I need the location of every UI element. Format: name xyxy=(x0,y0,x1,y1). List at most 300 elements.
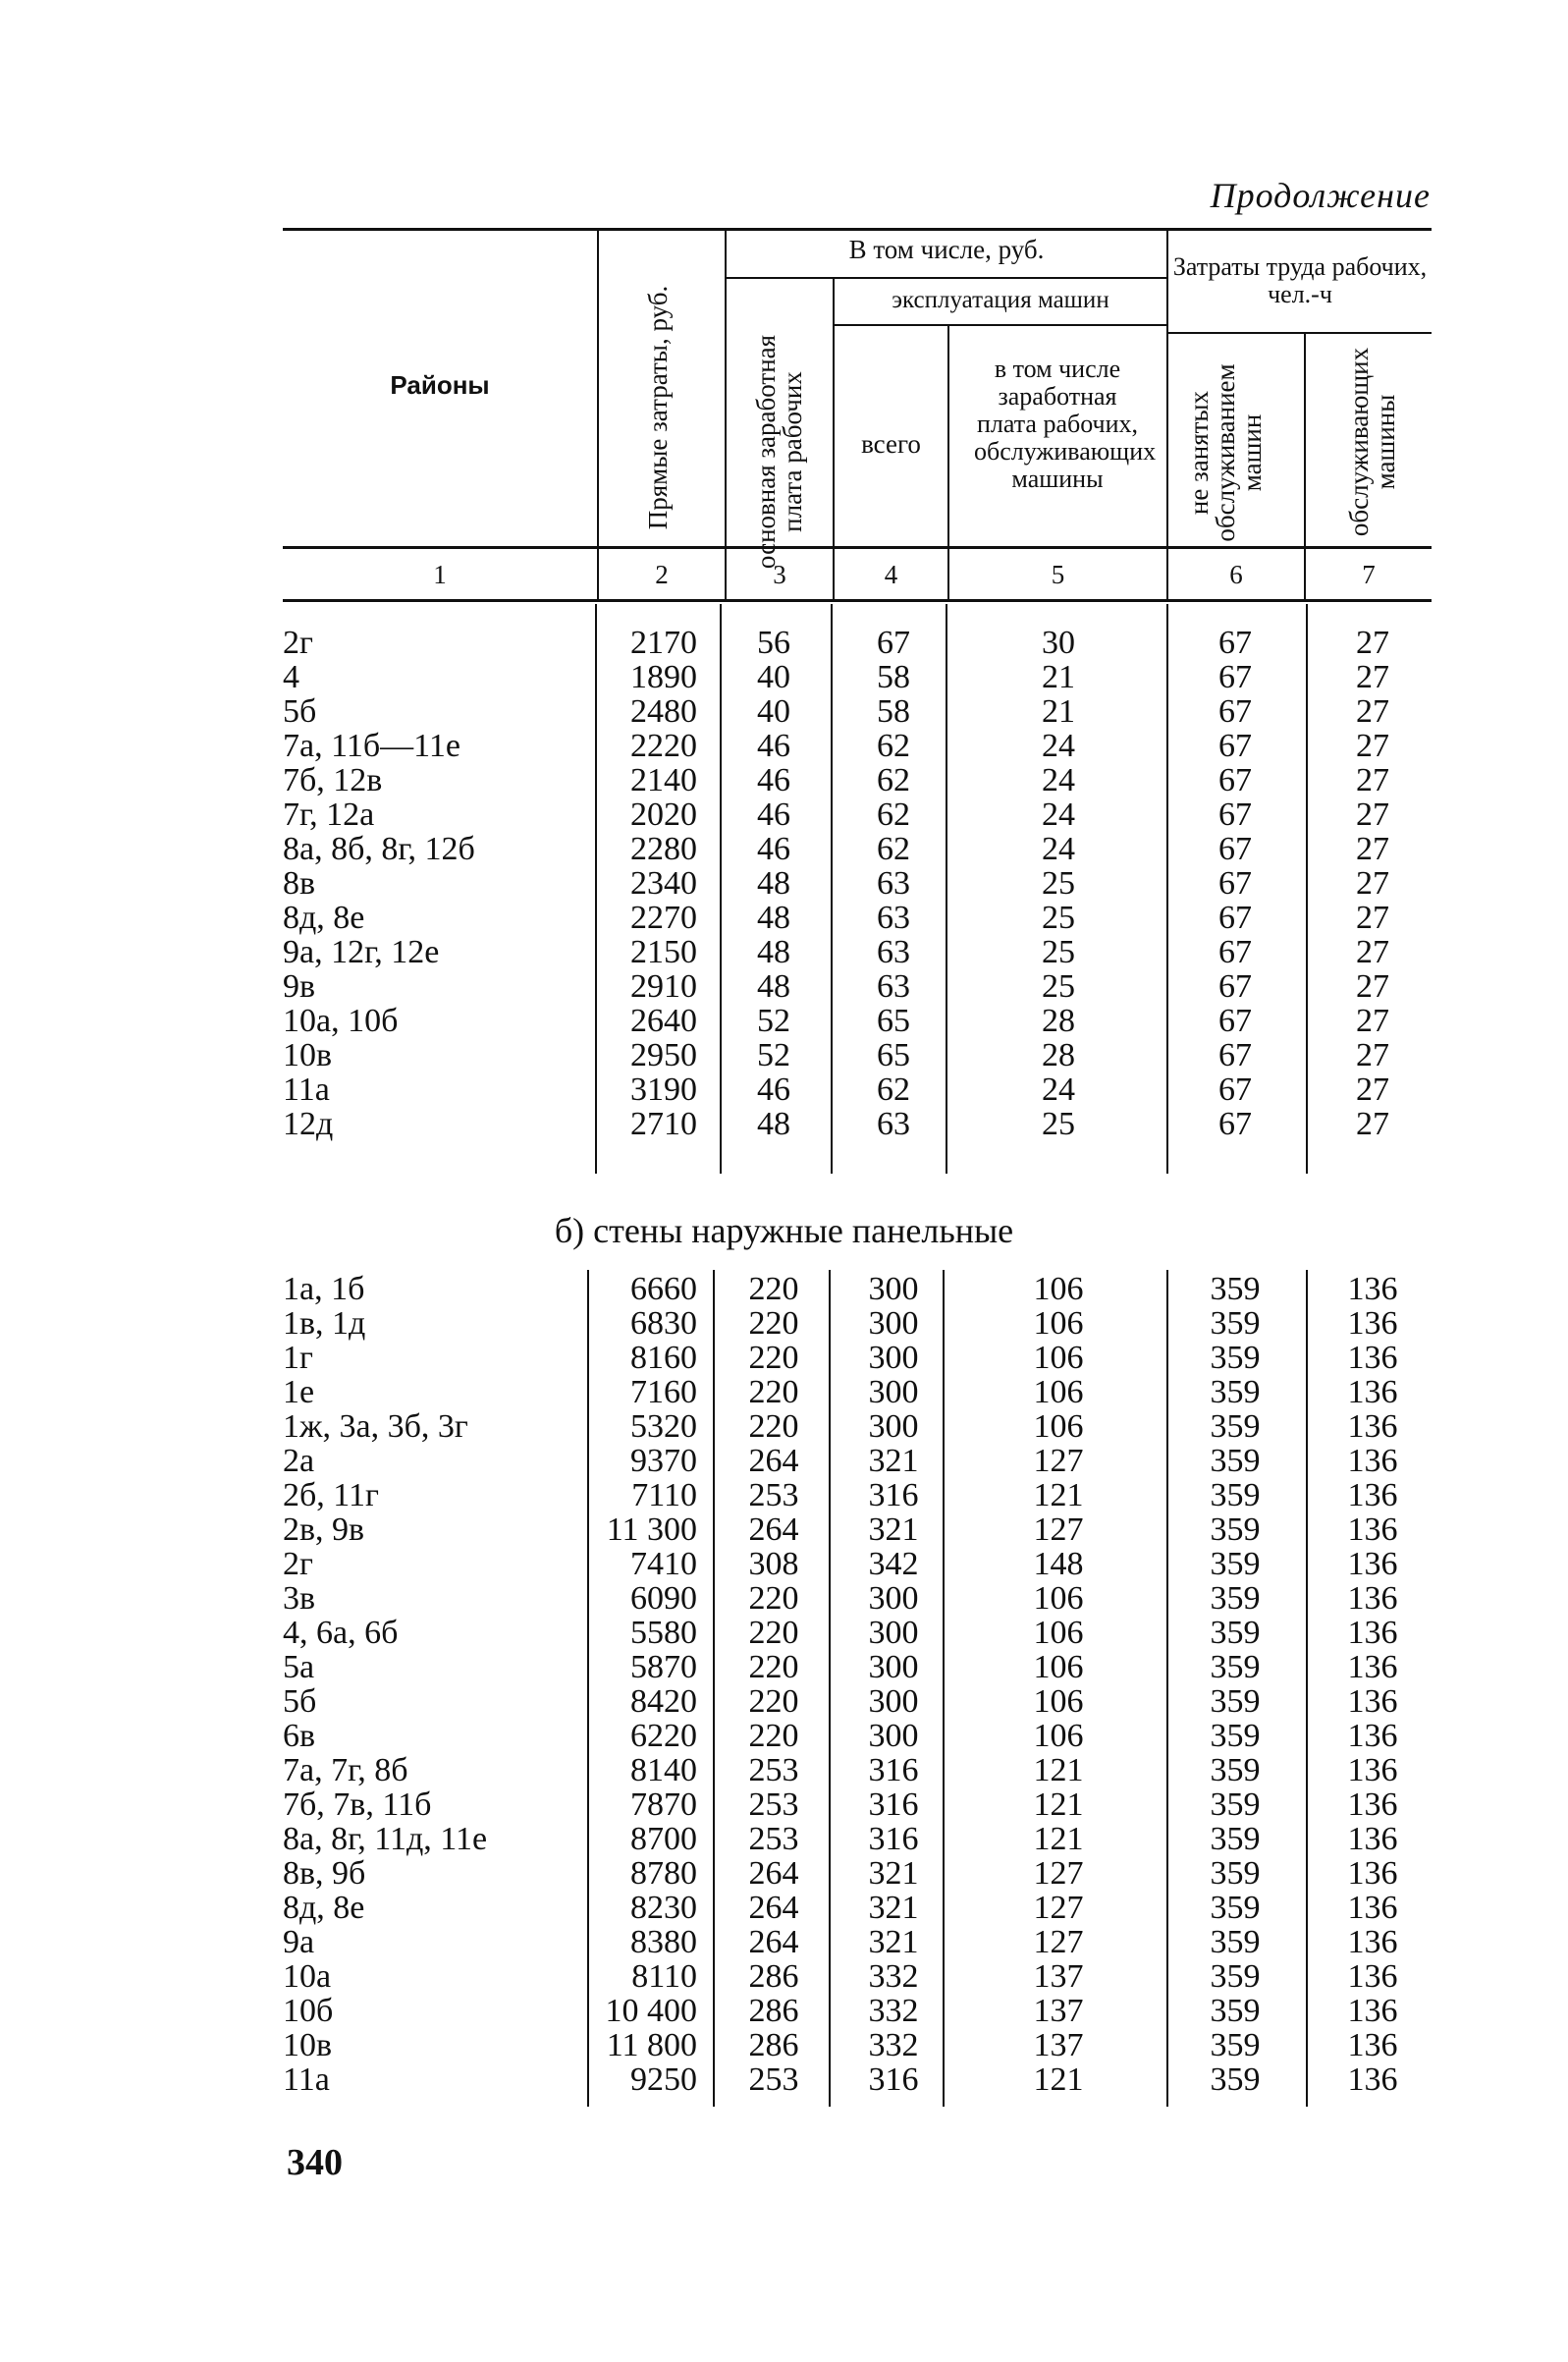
cell-col-4: 332 xyxy=(868,1993,919,2029)
cell-col-7: 27 xyxy=(1356,728,1389,764)
cell-col-4: 65 xyxy=(877,1037,910,1073)
col-base-wage-header: основная заработная плата рабочих xyxy=(751,334,807,570)
table-row xyxy=(0,1444,1568,1478)
cell-col-7: 136 xyxy=(1347,1683,1398,1720)
cell-col-5: 121 xyxy=(1033,2061,1084,2098)
table-row xyxy=(0,1822,1568,1856)
cell-col-7: 136 xyxy=(1347,1408,1398,1445)
table-row xyxy=(0,1994,1568,2028)
cell-col-1: 7б, 12в xyxy=(283,762,383,798)
col-number-7: 7 xyxy=(1362,560,1376,589)
cell-col-5: 24 xyxy=(1042,762,1075,798)
cell-col-6: 359 xyxy=(1210,1546,1261,1582)
table-row xyxy=(0,1650,1568,1684)
cell-col-1: 5а xyxy=(283,1649,315,1685)
cell-col-2: 2280 xyxy=(630,831,697,867)
col-number-4: 4 xyxy=(884,560,898,589)
cell-col-6: 359 xyxy=(1210,1649,1261,1685)
cell-col-6: 67 xyxy=(1218,968,1252,1005)
cell-col-3: 46 xyxy=(757,796,790,833)
table-a-body xyxy=(0,604,1568,1183)
cell-col-4: 316 xyxy=(868,2061,919,2098)
cell-col-7: 136 xyxy=(1347,1443,1398,1479)
cell-col-2: 11 300 xyxy=(606,1511,697,1548)
cell-col-4: 300 xyxy=(868,1305,919,1342)
table-row xyxy=(0,626,1568,660)
cell-col-3: 48 xyxy=(757,1106,790,1142)
cell-col-6: 359 xyxy=(1210,1340,1261,1376)
table-row xyxy=(0,797,1568,832)
rule-incl xyxy=(727,277,1166,279)
cell-col-2: 9250 xyxy=(630,2061,697,2098)
cell-col-2: 6220 xyxy=(630,1718,697,1754)
cell-col-7: 136 xyxy=(1347,1511,1398,1548)
cell-col-4: 300 xyxy=(868,1408,919,1445)
cell-col-4: 316 xyxy=(868,1752,919,1788)
cell-col-3: 220 xyxy=(748,1615,799,1651)
cell-col-6: 359 xyxy=(1210,1477,1261,1513)
cell-col-6: 67 xyxy=(1218,728,1252,764)
cell-col-7: 27 xyxy=(1356,796,1389,833)
cell-col-4: 300 xyxy=(868,1683,919,1720)
cell-col-2: 7110 xyxy=(631,1477,697,1513)
cell-col-6: 359 xyxy=(1210,1683,1261,1720)
cell-col-5: 137 xyxy=(1033,1993,1084,2029)
cell-col-7: 27 xyxy=(1356,1037,1389,1073)
cell-col-1: 8а, 8б, 8г, 12б xyxy=(283,831,475,867)
cell-col-3: 48 xyxy=(757,968,790,1005)
cell-col-5: 30 xyxy=(1042,625,1075,661)
cell-col-3: 308 xyxy=(748,1546,799,1582)
table-row xyxy=(0,935,1568,969)
col-number-5: 5 xyxy=(1051,560,1065,589)
table-row xyxy=(0,1719,1568,1753)
table-row xyxy=(0,1512,1568,1547)
cell-col-7: 136 xyxy=(1347,1615,1398,1651)
cell-col-3: 52 xyxy=(757,1003,790,1039)
cell-col-2: 8700 xyxy=(630,1821,697,1857)
table-row xyxy=(0,660,1568,694)
cell-col-5: 121 xyxy=(1033,1821,1084,1857)
cell-col-7: 27 xyxy=(1356,1003,1389,1039)
cell-col-4: 62 xyxy=(877,796,910,833)
cell-col-3: 253 xyxy=(748,1477,799,1513)
cell-col-6: 359 xyxy=(1210,1511,1261,1548)
cell-col-4: 321 xyxy=(868,1924,919,1960)
cell-col-5: 24 xyxy=(1042,728,1075,764)
table-row xyxy=(0,1581,1568,1616)
cell-col-3: 40 xyxy=(757,659,790,695)
cell-col-4: 321 xyxy=(868,1443,919,1479)
cell-col-5: 106 xyxy=(1033,1408,1084,1445)
cell-col-4: 62 xyxy=(877,1071,910,1108)
cell-col-3: 253 xyxy=(748,1752,799,1788)
cell-col-5: 127 xyxy=(1033,1855,1084,1892)
cell-col-2: 8140 xyxy=(630,1752,697,1788)
cell-col-6: 359 xyxy=(1210,1855,1261,1892)
cell-col-6: 67 xyxy=(1218,796,1252,833)
table-row xyxy=(0,1891,1568,1925)
cell-col-7: 27 xyxy=(1356,934,1389,970)
cell-col-5: 106 xyxy=(1033,1718,1084,1754)
cell-col-7: 27 xyxy=(1356,625,1389,661)
cell-col-6: 67 xyxy=(1218,865,1252,902)
col-number-2: 2 xyxy=(655,560,669,589)
table-row xyxy=(0,1547,1568,1581)
cell-col-7: 27 xyxy=(1356,865,1389,902)
cell-col-3: 286 xyxy=(748,1993,799,2029)
table-row xyxy=(0,1753,1568,1787)
cell-col-1: 5б xyxy=(283,693,317,730)
cell-col-4: 316 xyxy=(868,1477,919,1513)
cell-col-1: 10в xyxy=(283,2027,333,2063)
cell-col-2: 2220 xyxy=(630,728,697,764)
cell-col-3: 253 xyxy=(748,1821,799,1857)
cell-col-3: 220 xyxy=(748,1408,799,1445)
cell-col-4: 316 xyxy=(868,1786,919,1823)
cell-col-6: 67 xyxy=(1218,693,1252,730)
cell-col-2: 8230 xyxy=(630,1890,697,1926)
cell-col-6: 359 xyxy=(1210,1821,1261,1857)
cell-col-4: 342 xyxy=(868,1546,919,1582)
cell-col-3: 48 xyxy=(757,865,790,902)
cell-col-7: 136 xyxy=(1347,1958,1398,1995)
cell-col-5: 127 xyxy=(1033,1924,1084,1960)
section-b-title: б) стены наружные панельные xyxy=(554,1211,1014,1250)
table-row xyxy=(0,1107,1568,1141)
cell-col-7: 136 xyxy=(1347,1924,1398,1960)
table-row xyxy=(0,1072,1568,1107)
cell-col-7: 136 xyxy=(1347,2061,1398,2098)
cell-col-4: 58 xyxy=(877,693,910,730)
cell-col-7: 136 xyxy=(1347,1477,1398,1513)
cell-col-2: 5580 xyxy=(630,1615,697,1651)
cell-col-7: 136 xyxy=(1347,1546,1398,1582)
cell-col-6: 67 xyxy=(1218,934,1252,970)
cell-col-5: 127 xyxy=(1033,1443,1084,1479)
cell-col-5: 106 xyxy=(1033,1683,1084,1720)
group-labor-header: Затраты труда рабочих, чел.-ч xyxy=(1172,252,1428,308)
cell-col-4: 63 xyxy=(877,934,910,970)
cell-col-3: 220 xyxy=(748,1718,799,1754)
cell-col-2: 2710 xyxy=(630,1106,697,1142)
table-header xyxy=(0,0,1568,609)
cell-col-2: 2020 xyxy=(630,796,697,833)
cell-col-4: 321 xyxy=(868,1890,919,1926)
cell-col-1: 9а xyxy=(283,1924,315,1960)
cell-col-1: 7а, 7г, 8б xyxy=(283,1752,408,1788)
cell-col-5: 121 xyxy=(1033,1786,1084,1823)
cell-col-6: 67 xyxy=(1218,831,1252,867)
cell-col-3: 264 xyxy=(748,1511,799,1548)
table-row xyxy=(0,1925,1568,1959)
cell-col-1: 10а xyxy=(283,1958,332,1995)
cell-col-1: 1в, 1д xyxy=(283,1305,366,1342)
col-number-3: 3 xyxy=(773,560,786,589)
table-row xyxy=(0,2062,1568,2097)
table-row xyxy=(0,1856,1568,1891)
cell-col-5: 25 xyxy=(1042,900,1075,936)
cell-col-1: 8д, 8е xyxy=(283,1890,365,1926)
cell-col-5: 24 xyxy=(1042,796,1075,833)
cell-col-7: 136 xyxy=(1347,1580,1398,1617)
cell-col-5: 28 xyxy=(1042,1037,1075,1073)
cell-col-4: 300 xyxy=(868,1718,919,1754)
cell-col-3: 264 xyxy=(748,1924,799,1960)
cell-col-6: 359 xyxy=(1210,1993,1261,2029)
cell-col-1: 10б xyxy=(283,1993,334,2029)
cell-col-2: 7410 xyxy=(630,1546,697,1582)
continuation-label: Продолжение xyxy=(1210,176,1431,215)
cell-col-1: 10в xyxy=(283,1037,333,1073)
cell-col-2: 11 800 xyxy=(606,2027,697,2063)
cell-col-7: 136 xyxy=(1347,1821,1398,1857)
rule-machine xyxy=(835,324,1166,326)
cell-col-7: 136 xyxy=(1347,2027,1398,2063)
cell-col-2: 6830 xyxy=(630,1305,697,1342)
cell-col-2: 2170 xyxy=(630,625,697,661)
cell-col-3: 46 xyxy=(757,728,790,764)
cell-col-1: 4 xyxy=(283,659,299,695)
cell-col-1: 10а, 10б xyxy=(283,1003,399,1039)
cell-col-3: 46 xyxy=(757,831,790,867)
cell-col-1: 7б, 7в, 11б xyxy=(283,1786,432,1823)
cell-col-1: 4, 6а, 6б xyxy=(283,1615,399,1651)
cell-col-5: 148 xyxy=(1033,1546,1084,1582)
cell-col-4: 300 xyxy=(868,1580,919,1617)
cell-col-7: 27 xyxy=(1356,762,1389,798)
cell-col-1: 3в xyxy=(283,1580,316,1617)
table-row xyxy=(0,866,1568,901)
cell-col-3: 46 xyxy=(757,762,790,798)
cell-col-4: 321 xyxy=(868,1855,919,1892)
cell-col-2: 2640 xyxy=(630,1003,697,1039)
cell-col-1: 1г xyxy=(283,1340,313,1376)
cell-col-7: 136 xyxy=(1347,1340,1398,1376)
cell-col-1: 8а, 8г, 11д, 11е xyxy=(283,1821,488,1857)
cell-col-6: 67 xyxy=(1218,1071,1252,1108)
cell-col-1: 1е xyxy=(283,1374,315,1410)
table-row xyxy=(0,729,1568,763)
cell-col-5: 21 xyxy=(1042,693,1075,730)
table-row xyxy=(0,1787,1568,1822)
cell-col-2: 2480 xyxy=(630,693,697,730)
cell-col-3: 220 xyxy=(748,1580,799,1617)
cell-col-7: 27 xyxy=(1356,968,1389,1005)
cell-col-1: 9а, 12г, 12е xyxy=(283,934,440,970)
table-row xyxy=(0,1004,1568,1038)
cell-col-7: 136 xyxy=(1347,1374,1398,1410)
cell-col-1: 1ж, 3а, 3б, 3г xyxy=(283,1408,468,1445)
table-row xyxy=(0,1684,1568,1719)
cell-col-1: 8в, 9б xyxy=(283,1855,366,1892)
cell-col-6: 67 xyxy=(1218,762,1252,798)
cell-col-4: 63 xyxy=(877,1106,910,1142)
cell-col-1: 9в xyxy=(283,968,316,1005)
cell-col-4: 332 xyxy=(868,1958,919,1995)
cell-col-6: 359 xyxy=(1210,1271,1261,1307)
cell-col-2: 8160 xyxy=(630,1340,697,1376)
cell-col-1: 12д xyxy=(283,1106,334,1142)
cell-col-7: 136 xyxy=(1347,1718,1398,1754)
cell-col-5: 28 xyxy=(1042,1003,1075,1039)
cell-col-3: 46 xyxy=(757,1071,790,1108)
cell-col-5: 25 xyxy=(1042,968,1075,1005)
cell-col-5: 127 xyxy=(1033,1890,1084,1926)
cell-col-6: 359 xyxy=(1210,1408,1261,1445)
cell-col-3: 40 xyxy=(757,693,790,730)
table-row xyxy=(0,694,1568,729)
cell-col-7: 136 xyxy=(1347,1855,1398,1892)
col-number-1: 1 xyxy=(433,560,447,589)
cell-col-6: 359 xyxy=(1210,1958,1261,1995)
cell-col-5: 106 xyxy=(1033,1305,1084,1342)
header-bottom-rule xyxy=(283,599,1432,602)
table-row xyxy=(0,1341,1568,1375)
cell-col-4: 332 xyxy=(868,2027,919,2063)
table-row xyxy=(0,1959,1568,1994)
cell-col-4: 63 xyxy=(877,865,910,902)
cell-col-1: 7г, 12а xyxy=(283,796,375,833)
cell-col-4: 62 xyxy=(877,762,910,798)
table-b-body xyxy=(0,1262,1568,2116)
cell-col-5: 106 xyxy=(1033,1615,1084,1651)
cell-col-7: 27 xyxy=(1356,1071,1389,1108)
cell-col-2: 6660 xyxy=(630,1271,697,1307)
cell-col-6: 67 xyxy=(1218,659,1252,695)
table-row xyxy=(0,1409,1568,1444)
cell-col-6: 359 xyxy=(1210,1374,1261,1410)
cell-col-2: 6090 xyxy=(630,1580,697,1617)
col-machine-wage-header: в том числе заработная плата рабочих, обслуживающих машины xyxy=(974,355,1157,493)
cell-col-5: 127 xyxy=(1033,1511,1084,1548)
page-number: 340 xyxy=(287,2142,343,2183)
cell-col-1: 8д, 8е xyxy=(283,900,365,936)
cell-col-4: 65 xyxy=(877,1003,910,1039)
cell-col-4: 63 xyxy=(877,968,910,1005)
cell-col-5: 25 xyxy=(1042,1106,1075,1142)
vrule-4 xyxy=(947,324,949,599)
cell-col-2: 2910 xyxy=(630,968,697,1005)
cell-col-6: 359 xyxy=(1210,1615,1261,1651)
cell-col-5: 106 xyxy=(1033,1649,1084,1685)
table-row xyxy=(0,832,1568,866)
cell-col-2: 8110 xyxy=(631,1958,697,1995)
cell-col-4: 63 xyxy=(877,900,910,936)
cell-col-7: 136 xyxy=(1347,1271,1398,1307)
col-labor-not-machine-header: не занятых обслуживанием машин xyxy=(1183,363,1267,542)
cell-col-5: 25 xyxy=(1042,934,1075,970)
cell-col-5: 24 xyxy=(1042,831,1075,867)
cell-col-2: 7160 xyxy=(630,1374,697,1410)
cell-col-6: 359 xyxy=(1210,2027,1261,2063)
cell-col-1: 2г xyxy=(283,1546,313,1582)
cell-col-7: 136 xyxy=(1347,1752,1398,1788)
cell-col-6: 359 xyxy=(1210,1580,1261,1617)
table-row xyxy=(0,901,1568,935)
cell-col-1: 11а xyxy=(283,2061,330,2098)
table-row xyxy=(0,1478,1568,1512)
cell-col-3: 48 xyxy=(757,934,790,970)
cell-col-3: 220 xyxy=(748,1340,799,1376)
table-row xyxy=(0,1306,1568,1341)
col-regions-header: Районы xyxy=(390,370,490,400)
cell-col-7: 136 xyxy=(1347,1649,1398,1685)
cell-col-7: 27 xyxy=(1356,900,1389,936)
cell-col-1: 5б xyxy=(283,1683,317,1720)
cell-col-3: 253 xyxy=(748,1786,799,1823)
cell-col-3: 220 xyxy=(748,1649,799,1685)
cell-col-2: 2270 xyxy=(630,900,697,936)
cell-col-1: 8в xyxy=(283,865,316,902)
cell-col-7: 27 xyxy=(1356,831,1389,867)
rule-labor xyxy=(1168,332,1432,334)
cell-col-6: 359 xyxy=(1210,1924,1261,1960)
cell-col-5: 106 xyxy=(1033,1340,1084,1376)
cell-col-2: 9370 xyxy=(630,1443,697,1479)
cell-col-2: 2150 xyxy=(630,934,697,970)
cell-col-5: 24 xyxy=(1042,1071,1075,1108)
cell-col-4: 300 xyxy=(868,1615,919,1651)
cell-col-2: 5870 xyxy=(630,1649,697,1685)
cell-col-5: 137 xyxy=(1033,2027,1084,2063)
cell-col-3: 52 xyxy=(757,1037,790,1073)
cell-col-3: 264 xyxy=(748,1890,799,1926)
cell-col-6: 67 xyxy=(1218,625,1252,661)
cell-col-2: 10 400 xyxy=(605,1993,697,2029)
cell-col-6: 67 xyxy=(1218,1037,1252,1073)
cell-col-7: 27 xyxy=(1356,659,1389,695)
cell-col-4: 300 xyxy=(868,1649,919,1685)
cell-col-1: 2б, 11г xyxy=(283,1477,379,1513)
table-row xyxy=(0,763,1568,797)
cell-col-6: 359 xyxy=(1210,1305,1261,1342)
col-direct-costs-header: Прямые затраты, руб. xyxy=(642,285,673,530)
cell-col-3: 286 xyxy=(748,1958,799,1995)
cell-col-3: 220 xyxy=(748,1271,799,1307)
table-row xyxy=(0,1616,1568,1650)
cell-col-2: 8380 xyxy=(630,1924,697,1960)
cell-col-3: 286 xyxy=(748,2027,799,2063)
cell-col-5: 106 xyxy=(1033,1580,1084,1617)
cell-col-7: 136 xyxy=(1347,1786,1398,1823)
cell-col-5: 106 xyxy=(1033,1374,1084,1410)
group-incl-header: В том числе, руб. xyxy=(848,235,1045,264)
cell-col-4: 62 xyxy=(877,728,910,764)
cell-col-2: 7870 xyxy=(630,1786,697,1823)
cell-col-6: 359 xyxy=(1210,1786,1261,1823)
cell-col-7: 27 xyxy=(1356,1106,1389,1142)
cell-col-6: 359 xyxy=(1210,1443,1261,1479)
cell-col-3: 253 xyxy=(748,2061,799,2098)
cell-col-6: 67 xyxy=(1218,1106,1252,1142)
cell-col-1: 6в xyxy=(283,1718,316,1754)
cell-col-6: 67 xyxy=(1218,900,1252,936)
cell-col-1: 2в, 9в xyxy=(283,1511,365,1548)
cell-col-6: 359 xyxy=(1210,1718,1261,1754)
cell-col-2: 5320 xyxy=(630,1408,697,1445)
group-machine-header: эксплуатация машин xyxy=(892,287,1109,313)
cell-col-1: 2г xyxy=(283,625,313,661)
cell-col-7: 27 xyxy=(1356,693,1389,730)
cell-col-2: 8780 xyxy=(630,1855,697,1892)
table-row xyxy=(0,969,1568,1004)
cell-col-3: 264 xyxy=(748,1443,799,1479)
table-row xyxy=(0,1038,1568,1072)
cell-col-4: 67 xyxy=(877,625,910,661)
cell-col-4: 62 xyxy=(877,831,910,867)
cell-col-6: 359 xyxy=(1210,1752,1261,1788)
